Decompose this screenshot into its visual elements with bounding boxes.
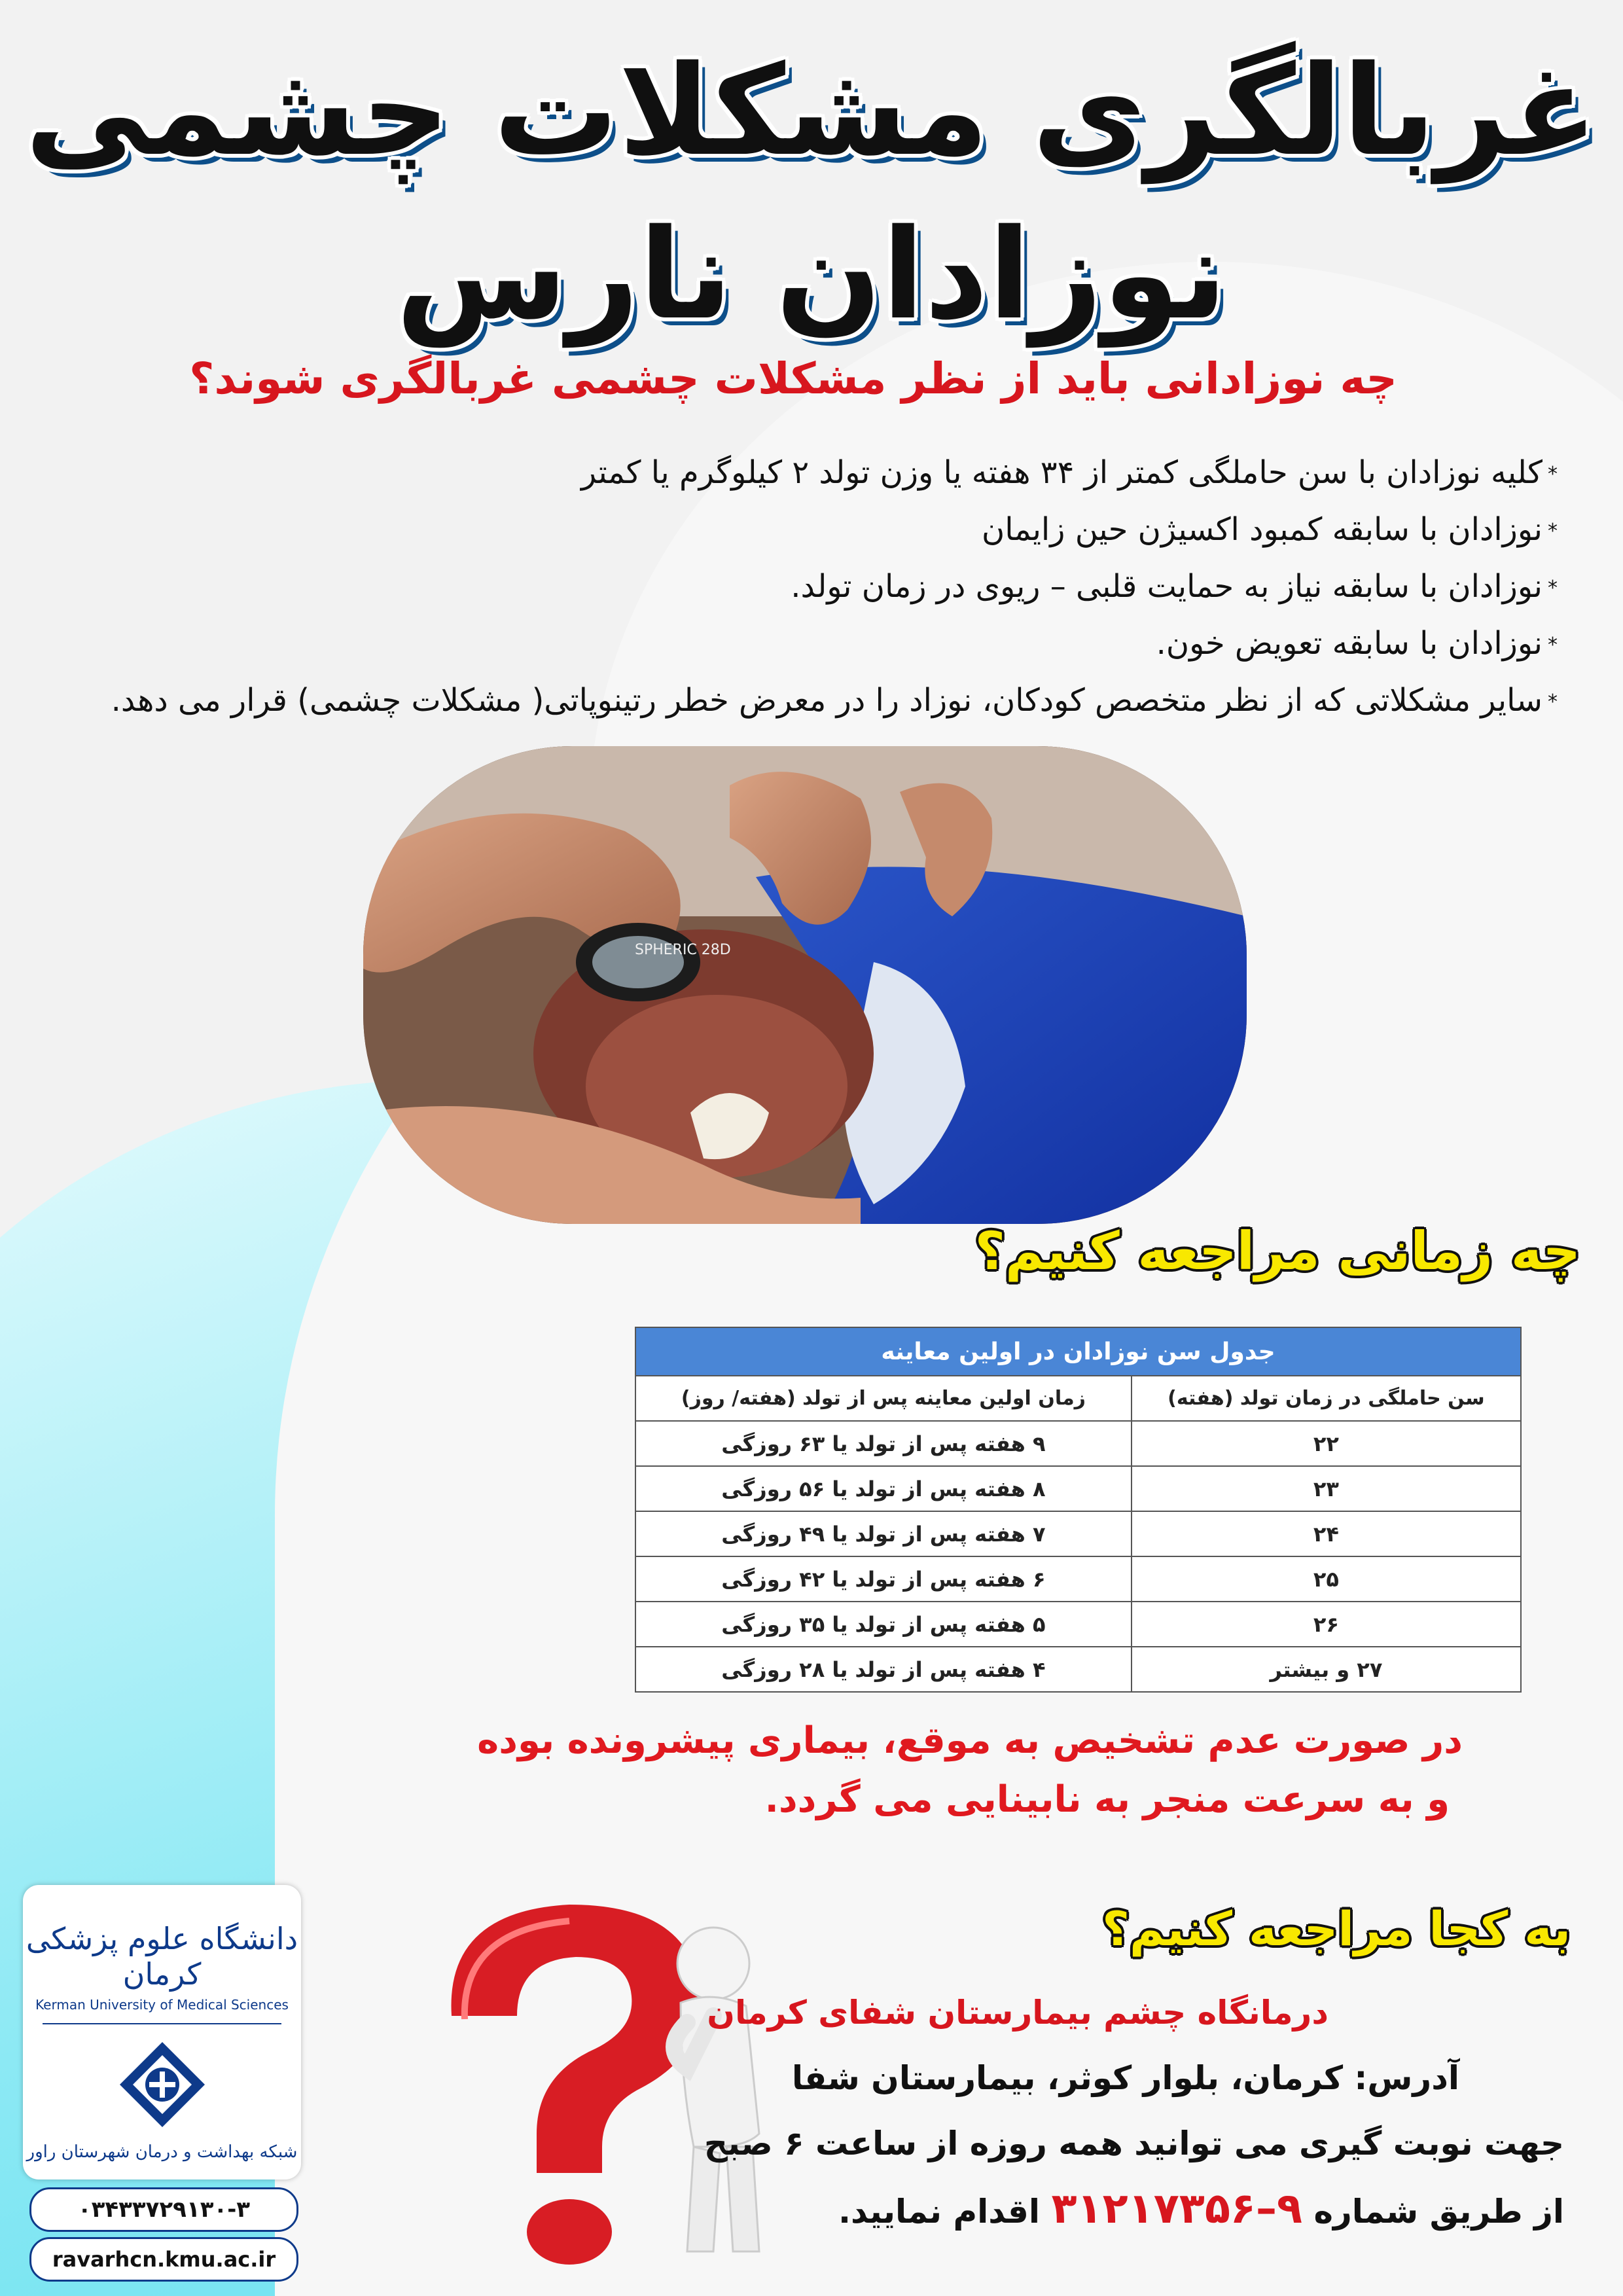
gestational-age-cell: ۲۷ و بیشتر [1132,1647,1521,1692]
gestational-age-cell: ۲۶ [1132,1602,1521,1647]
first-exam-cell: ۹ هفته پس از تولد یا ۶۳ روزگی [635,1421,1132,1466]
eye-exam-photo [363,746,1247,1224]
table-row [635,1466,1521,1511]
first-exam-cell: ۸ هفته پس از تولد یا ۵۶ روزگی [635,1466,1132,1511]
table-row [635,1421,1521,1466]
asterisk-icon: * [1548,463,1558,486]
university-name-en: Kerman University of Medical Sciences [35,1997,289,2013]
question-who-heading: چه نوزادانی باید از نظر مشکلات چشمی غربالگری شوند؟ [189,353,1397,404]
criteria-item: *سایر مشکلاتی که از نظر متخصص کودکان، نوزاد را در معرض خطر رتینوپاتی( مشکلات چشمی) قرار می دهد. [111,682,1558,719]
asterisk-icon: * [1548,520,1558,543]
lens-label: SPHERIC 28D [635,942,731,958]
title-line-1: غربالگری مشکلات چشمی [25,39,1598,183]
gestational-age-cell: ۲۴ [1132,1511,1521,1556]
table-row [635,1602,1521,1647]
criteria-item: *نوزادان با سابقه نیاز به حمایت قلبی – ریوی در زمان تولد. [791,568,1558,605]
asterisk-icon: * [1548,691,1558,713]
divider [43,2023,281,2024]
appointment-phone[interactable]: ۹–۳۱۲۱۷۳۵۶ [1051,2185,1303,2233]
website-link[interactable]: ravarhcn.kmu.ac.ir [29,2237,298,2282]
appointment-hours: جهت نوبت گیری می توانید همه روزه از ساعت ۶ صبح [704,2125,1564,2162]
table-row [635,1511,1521,1556]
clinic-info [648,1980,1564,2244]
column-header: سن حاملگی در زمان تولد (هفته) [1132,1376,1521,1421]
warning-text [350,1712,1463,1829]
first-exam-cell: ۷ هفته پس از تولد یا ۴۹ روزگی [635,1511,1132,1556]
first-exam-cell: ۴ هفته پس از تولد یا ۲۸ روزگی [635,1647,1132,1692]
first-exam-cell: ۶ هفته پس از تولد یا ۴۲ روزگی [635,1556,1132,1602]
table-header-row [635,1376,1521,1421]
clinic-name: درمانگاه چشم بیمارستان شفای کرمان [707,1994,1329,2032]
first-exam-cell: ۵ هفته پس از تولد یا ۳۵ روزگی [635,1602,1132,1647]
title-line-2: نوزادان نارس [395,202,1228,347]
criteria-item: *کلیه نوزادان با سن حاملگی کمتر از ۳۴ هفته یا وزن تولد ۲ کیلوگرم یا کمتر [580,454,1558,491]
table-row [635,1647,1521,1692]
appointment-phone-line [648,2176,1564,2244]
gestational-age-cell: ۲۳ [1132,1466,1521,1511]
criteria-item: *نوزادان با سابقه کمبود اکسیژن حین زایمان [981,511,1558,548]
column-header: زمان اولین معاینه پس از تولد (هفته/ روز) [635,1376,1132,1421]
criteria-list [52,445,1558,730]
warning-line-1: در صورت عدم تشخیص به موقع، بیماری پیشرونده بوده [477,1719,1463,1762]
table-row [635,1556,1521,1602]
university-name-fa: دانشگاه علوم پزشکی کرمان [26,1921,298,1992]
warning-line-2: و به سرعت منجر به نابینایی می گردد. [764,1778,1450,1821]
table-caption: جدول سن نوزادان در اولین معاینه [635,1327,1521,1376]
gestational-age-cell: ۲۲ [1132,1421,1521,1466]
health-network-emblem-icon [116,2039,208,2130]
clinic-address: آدرس: کرمان، بلوار کوثر، بیمارستان شفا [791,2059,1459,2097]
phone-suffix: اقدام نمایید. [838,2193,1041,2231]
gestational-age-cell: ۲۵ [1132,1556,1521,1602]
asterisk-icon: * [1548,634,1558,656]
university-logo-card [23,1885,301,2179]
criteria-item: *نوزادان با سابقه تعویض خون. [1156,625,1558,662]
phone-prefix: از طریق شماره [1313,2193,1564,2231]
health-network-name: شبکه بهداشت و درمان شهرستان راور [26,2142,298,2162]
asterisk-icon: * [1548,577,1558,600]
contact-phone[interactable]: ۰۳۴۳۳۷۲۹۱۳۰-۳ [29,2187,298,2232]
exam-schedule-table [635,1327,1522,1693]
question-where-heading: به کجا مراجعه کنیم؟ [1102,1901,1571,1956]
question-when-heading: چه زمانی مراجعه کنیم؟ [974,1221,1580,1282]
